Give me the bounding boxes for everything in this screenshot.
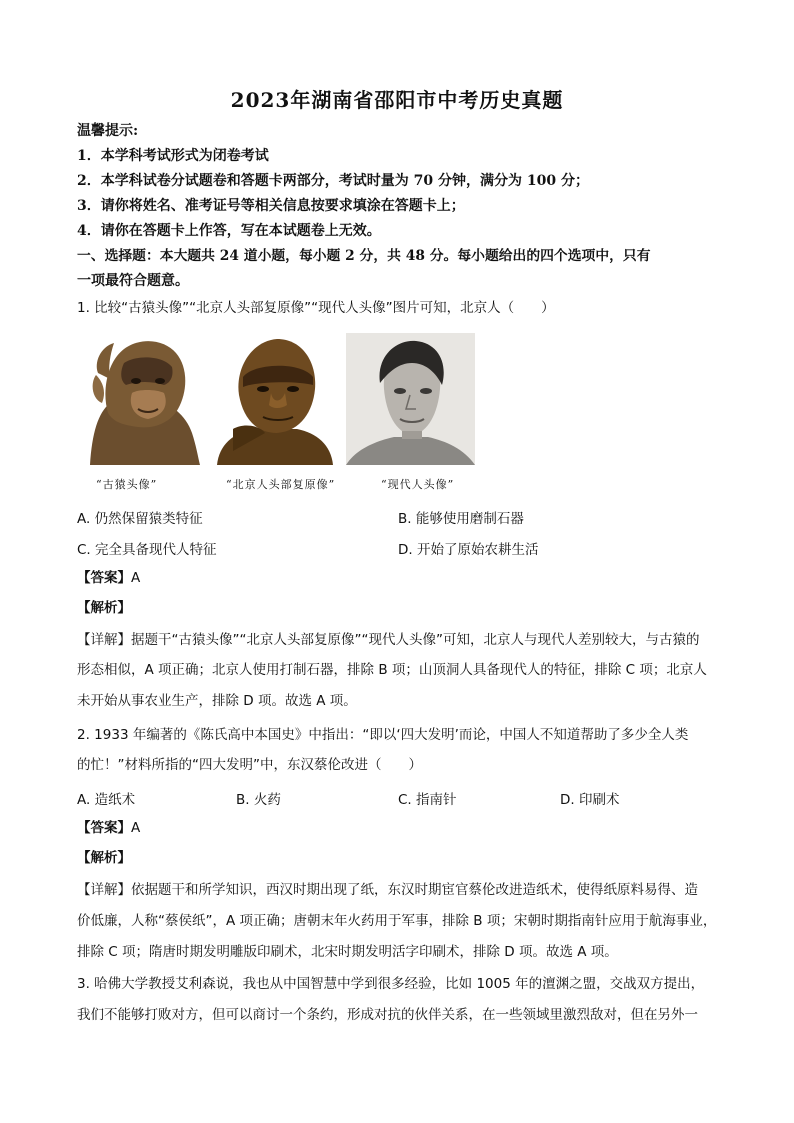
q1-detail-line-3: 未开始从事农业生产，排除 D 项。故选 A 项。	[77, 693, 357, 709]
modern-man-portrait-image	[346, 333, 475, 465]
q3-stem-line-2: 我们不能够打败对方，但可以商讨一个条约，形成对抗的伙伴关系，在一些领域里激烈敌对，但在另外一	[77, 1007, 698, 1023]
q2-detail-line-2: 价低廉，人称“蔡侯纸”，A 项正确；唐朝末年火药用于军事，排除 B 项；宋朝时期指南针应用于航海事业，	[77, 913, 717, 929]
tip-item-3: 3．请你将姓名、准考证号等相关信息按要求填涂在答题卡上；	[77, 198, 465, 214]
q1-answer	[77, 569, 722, 587]
ape-head-icon	[80, 333, 204, 465]
page-title: 2023年湖南省邵阳市中考历史真题	[230, 88, 564, 112]
section-heading-line2: 一项最符合题意。	[77, 273, 189, 289]
q2-option-d: D. 印刷术	[560, 792, 620, 808]
q1-detail-line-1: 【详解】据题干“古猿头像”“北京人头部复原像”“现代人头像”可知，北京人与现代人差别较大，与古猿的	[77, 632, 700, 648]
q1-stem: 1. 比较“古猿头像”“北京人头部复原像”“现代人头像”图片可知，北京人（ ）	[77, 300, 555, 316]
q2-detail-line-3: 排除 C 项；隋唐时期发明雕版印刷术，北宋时期发明活字印刷术，排除 D 项。故选 A 项。	[77, 944, 618, 960]
ape-head-image	[80, 333, 204, 465]
q2-stem-line-2: 的忙！”材料所指的“四大发明”中，东汉蔡伦改进（ ）	[77, 757, 422, 773]
caption-peking-man: “北京人头部复原像”	[226, 478, 336, 491]
q2-option-a: A. 造纸术	[77, 792, 136, 808]
caption-modern-man: “现代人头像”	[381, 478, 455, 491]
caption-ape-head: “古猿头像”	[96, 478, 158, 491]
q1-option-b: B. 能够使用磨制石器	[398, 511, 524, 527]
tip-item-1: 1．本学科考试形式为闭卷考试	[77, 148, 269, 164]
q2-analysis-label: 【解析】	[77, 850, 131, 866]
q2-answer-value: A	[131, 820, 141, 836]
tip-item-4: 4．请你在答题卡上作答，写在本试题卷上无效。	[77, 223, 381, 239]
section-heading-line1: 一、选择题：本大题共 24 道小题，每小题 2 分，共 48 分。每小题给出的四个选项中，只有	[77, 248, 651, 264]
tips-heading: 温馨提示:	[77, 123, 139, 139]
q2-option-c: C. 指南针	[398, 792, 457, 808]
q2-detail-line-1: 【详解】依据题干和所学知识，西汉时期出现了纸，东汉时期宦官蔡伦改进造纸术，使得纸原料易得、造	[77, 882, 698, 898]
q2-answer	[77, 819, 722, 837]
q1-detail-line-2: 形态相似，A 项正确；北京人使用打制石器，排除 B 项；山顶洞人具备现代人的特征，排除 C 项；北京人	[77, 662, 707, 678]
peking-man-bust-image	[213, 333, 337, 465]
q1-answer-value: A	[131, 570, 141, 586]
q1-option-d: D. 开始了原始农耕生活	[398, 542, 539, 558]
q1-answer-label: 【答案】	[77, 570, 131, 586]
q3-stem-line-1: 3. 哈佛大学教授艾利森说，我也从中国智慧中学到很多经验，比如 1005 年的澶渊之盟，交战双方提出，	[77, 976, 705, 992]
q1-analysis-label: 【解析】	[77, 600, 131, 616]
q2-answer-label: 【答案】	[77, 820, 131, 836]
q2-option-b: B. 火药	[236, 792, 281, 808]
q1-option-c: C. 完全具备现代人特征	[77, 542, 217, 558]
tip-item-2: 2．本学科试卷分试题卷和答题卡两部分，考试时量为 70 分钟，满分为 100 分；	[77, 173, 589, 189]
q2-stem-line-1: 2. 1933 年编著的《陈氏高中本国史》中指出：“即以‘四大发明’而论，中国人不知道帮助了多少全人类	[77, 727, 689, 743]
q1-option-a: A. 仍然保留猿类特征	[77, 511, 203, 527]
portrait-icon	[346, 333, 475, 465]
bust-icon	[213, 333, 337, 465]
